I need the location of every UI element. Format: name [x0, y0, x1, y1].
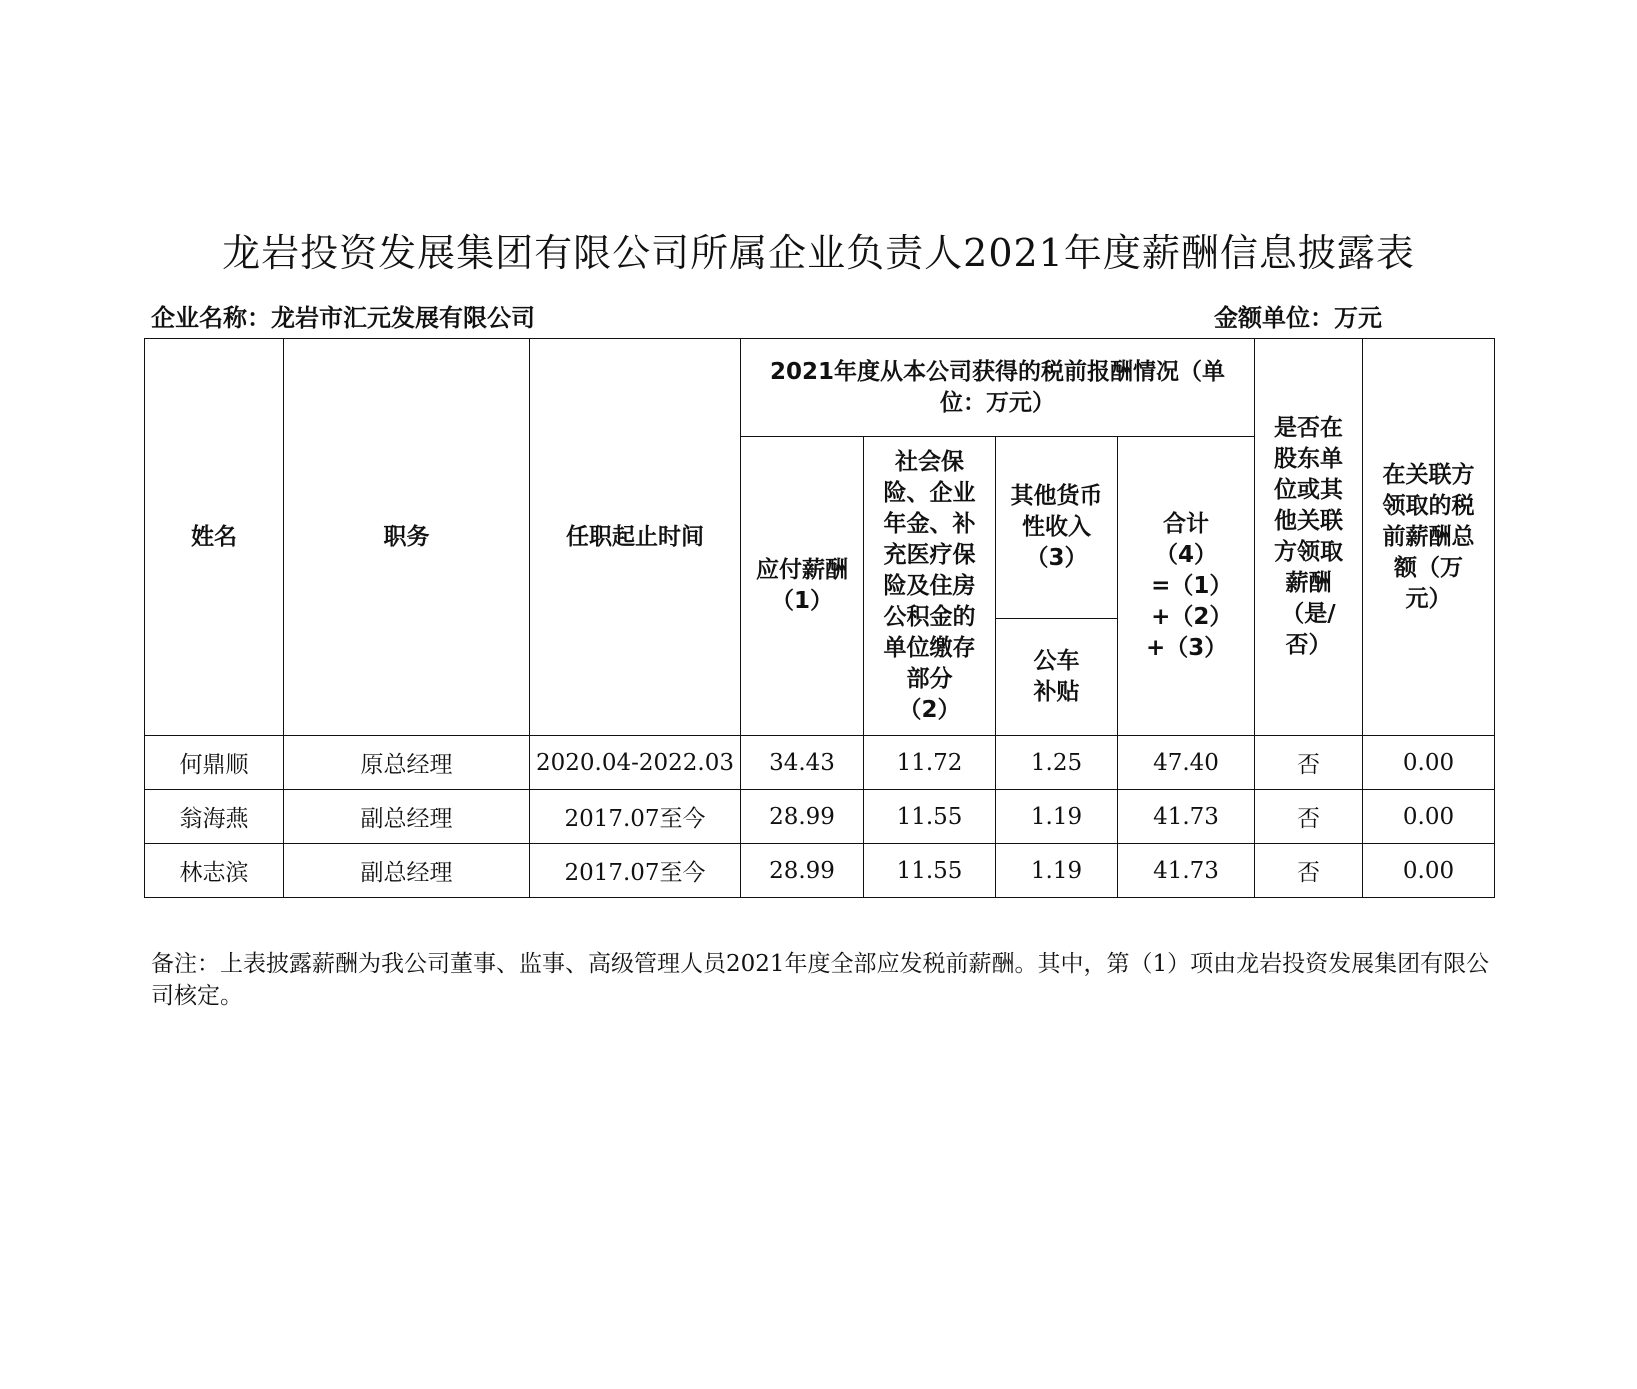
cell-salary: 28.99	[741, 844, 864, 898]
header-total-text: 合计（4）=（1）+（2）+（3）	[1146, 510, 1228, 661]
cell-related-total: 0.00	[1363, 736, 1495, 790]
cell-insurance: 11.55	[864, 844, 996, 898]
document-title: 龙岩投资发展集团有限公司所属企业负责人2021年度薪酬信息披露表	[222, 231, 1415, 275]
header-name: 姓名	[145, 339, 284, 736]
cell-shareholder-pay: 否	[1255, 790, 1363, 844]
header-shareholder-pay-text: 是否在股东单位或其他关联方领取薪酬（是/否）	[1274, 415, 1343, 658]
cell-insurance: 11.72	[864, 736, 996, 790]
cell-total: 41.73	[1118, 844, 1255, 898]
cell-insurance: 11.55	[864, 790, 996, 844]
header-term: 任职起止时间	[530, 339, 741, 736]
footnote: 备注：上表披露薪酬为我公司董事、监事、高级管理人员2021年度全部应发税前薪酬。其中，第（1）项由龙岩投资发展集团有限公司核定。	[151, 951, 1490, 1009]
header-car-allowance-text: 公车补贴	[1033, 648, 1080, 705]
cell-position: 副总经理	[284, 790, 530, 844]
table-row	[145, 736, 1495, 790]
header-pretax-group-text: 2021年度从本公司获得的税前报酬情况（单位：万元）	[769, 358, 1225, 416]
header-insurance	[864, 437, 996, 736]
header-position: 职务	[284, 339, 530, 736]
header-insurance-text: 社会保险、企业年金、补充医疗保险及住房公积金的单位缴存部分（2）	[883, 448, 976, 723]
cell-other-income: 1.19	[996, 844, 1118, 898]
cell-shareholder-pay: 否	[1255, 736, 1363, 790]
cell-related-total: 0.00	[1363, 844, 1495, 898]
header-related-total-text: 在关联方领取的税前薪酬总额（万元）	[1382, 461, 1475, 612]
cell-name: 林志滨	[145, 844, 284, 898]
cell-term: 2017.07至今	[530, 790, 741, 844]
cell-related-total: 0.00	[1363, 790, 1495, 844]
cell-total: 41.73	[1118, 790, 1255, 844]
cell-salary: 28.99	[741, 790, 864, 844]
compensation-table	[144, 338, 1495, 898]
header-total	[1118, 437, 1255, 736]
cell-term: 2020.04-2022.03	[530, 736, 741, 790]
company-name: 企业名称：龙岩市汇元发展有限公司	[151, 304, 535, 332]
header-salary	[741, 437, 864, 736]
table-row	[145, 844, 1495, 898]
cell-total: 47.40	[1118, 736, 1255, 790]
header-related-total	[1363, 339, 1495, 736]
amount-unit: 金额单位：万元	[1214, 304, 1382, 332]
cell-salary: 34.43	[741, 736, 864, 790]
table-row	[145, 790, 1495, 844]
cell-position: 原总经理	[284, 736, 530, 790]
cell-shareholder-pay: 否	[1255, 844, 1363, 898]
cell-name: 何鼎顺	[145, 736, 284, 790]
cell-name: 翁海燕	[145, 790, 284, 844]
cell-other-income: 1.25	[996, 736, 1118, 790]
header-shareholder-pay	[1255, 339, 1363, 736]
header-pretax-group	[741, 339, 1255, 437]
header-other-income	[996, 437, 1118, 619]
cell-other-income: 1.19	[996, 790, 1118, 844]
header-car-allowance	[996, 619, 1118, 736]
header-salary-text: 应付薪酬（1）	[756, 557, 848, 614]
header-other-income-text: 其他货币性收入（3）	[1010, 483, 1103, 571]
cell-position: 副总经理	[284, 844, 530, 898]
cell-term: 2017.07至今	[530, 844, 741, 898]
